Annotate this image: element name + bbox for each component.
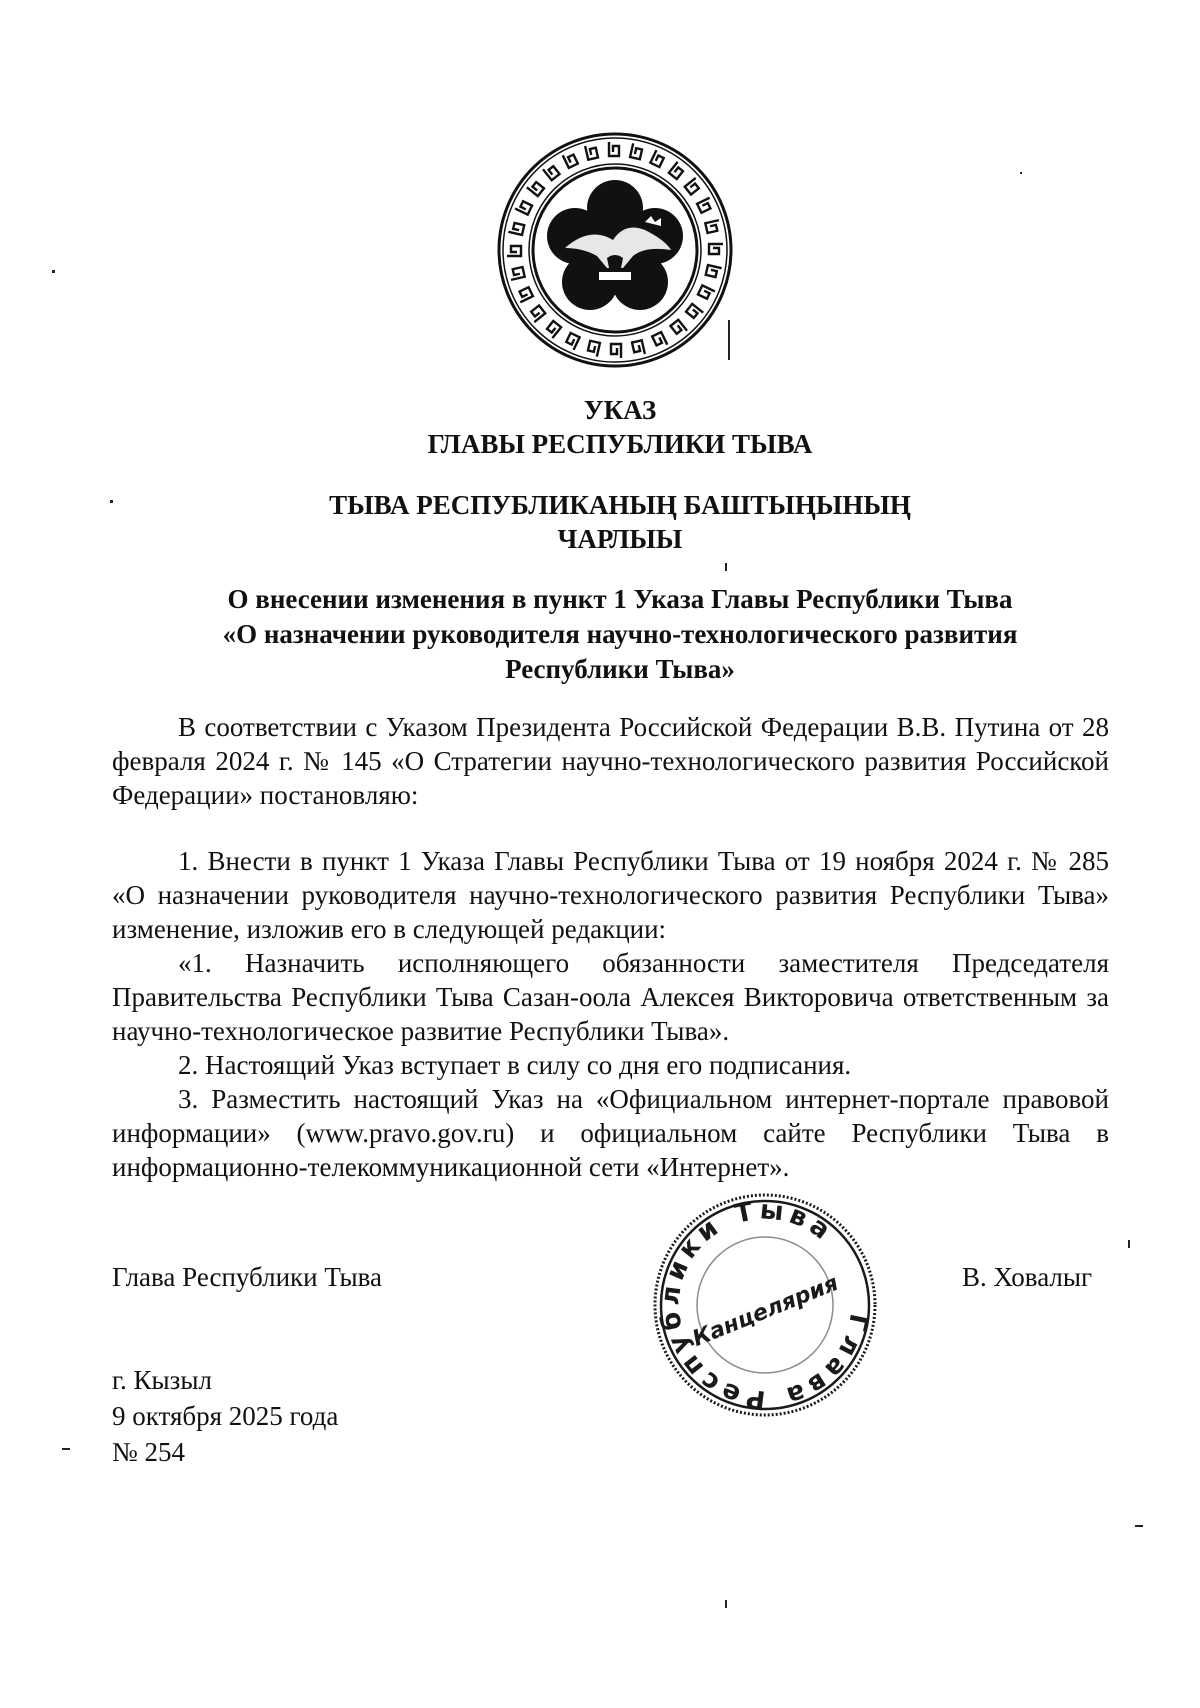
decree-label-tuvan: ЧАРЛЫЫ [557,524,683,554]
meander-segment [652,332,667,349]
item-1-quote: «1. Назначить исполняющего обязанности заместителя Председателя Правительства Республики Тыва Сазан-оола Алексея Викторовича ответственным за научно-технологическое развитие Республики Тыва». [112,948,1109,1046]
document-date: 9 октября 2025 года [112,1401,339,1431]
meander-segment [509,267,525,280]
scan-speck [1020,172,1022,174]
meander-segment [669,162,686,179]
republic-emblem [495,130,735,370]
meander-segment [611,344,621,358]
meander-segment [698,285,715,300]
meander-segment [670,320,687,337]
preamble [112,710,1109,812]
stamp-center-text: Канцелярия [689,1270,843,1352]
document-footer [112,1362,338,1470]
item-1: 1. Внести в пункт 1 Указа Главы Республики Тыва от 19 ноября 2024 г. № 285 «О назначении руководителя научно-технологического развития Республики Тыва» изменение, изложив его в следующей редакции: [112,846,1109,944]
scan-speck [52,270,55,273]
stamp-ring-text: Глава Республики Тыва [655,1195,874,1415]
meander-segment [630,143,643,159]
meander-segment [706,265,722,278]
meander-segment [516,287,533,302]
meander-segment [545,321,562,338]
scan-speck [1128,1240,1130,1248]
meander-segment [697,198,714,213]
scan-speck [725,1600,727,1608]
meander-segment [563,151,578,168]
meander-segment [565,333,580,350]
document-number: № 254 [112,1437,186,1467]
meander-segment [705,220,721,233]
scan-speck [110,500,113,503]
decree-heading-tuvan [120,488,1120,556]
meander-segment [686,304,703,321]
signatory-position: Глава Республики Тыва [112,1262,383,1292]
meander-segment [507,246,521,256]
meander-segment [527,180,544,197]
decree-label: УКАЗ [583,395,657,425]
title-line-1: О внесении изменения в пункт 1 Указа Главы Республики Тыва [227,584,1013,614]
scan-speck [728,320,730,360]
preamble-paragraph: В соответствии с Указом Президента Российской Федерации В.В. Путина от 28 февраля 2024 г. № 145 «О Стратегии научно-технологического развития Российской Федерации» постановляю: [112,712,1109,810]
meander-segment [632,340,645,356]
item-2: 2. Настоящий Указ вступает в силу со дня его подписания. [178,1050,852,1080]
decree-items [112,844,1109,1184]
title-line-2: «О назначении руководителя научно-технологического развития [222,619,1018,649]
document-title [120,582,1120,687]
scan-speck [62,1448,70,1450]
meander-segment [508,222,524,235]
meander-segment [709,244,723,254]
meander-segment [685,178,702,195]
meander-segment [543,163,560,180]
scan-speck [1135,1525,1143,1527]
meander-segment [650,150,665,167]
meander-segment [528,305,545,322]
meander-segment [585,144,598,160]
meander-segment [515,200,532,215]
office-stamp [650,1190,880,1420]
title-line-3: Республики Тыва» [505,654,735,684]
city: г. Кызыл [112,1365,212,1395]
meander-segment [587,341,600,357]
issuer-label: ГЛАВЫ РЕСПУБЛИКИ ТЫВА [427,429,813,459]
issuer-label-tuvan: ТЫВА РЕСПУБЛИКАНЫҢ БАШТЫҢЫНЫҢ [329,490,911,520]
scan-speck [725,563,727,571]
decree-heading [120,393,1120,461]
signatory-name: В. Ховалыг [962,1262,1093,1292]
item-3: 3. Разместить настоящий Указ на «Официальном интернет-портале правовой информации» (www.pravo.gov.ru) и официальном сайте Республики Тыва в информационно-телекоммуникационной сети «Интернет». [112,1084,1109,1182]
meander-segment [609,142,619,156]
